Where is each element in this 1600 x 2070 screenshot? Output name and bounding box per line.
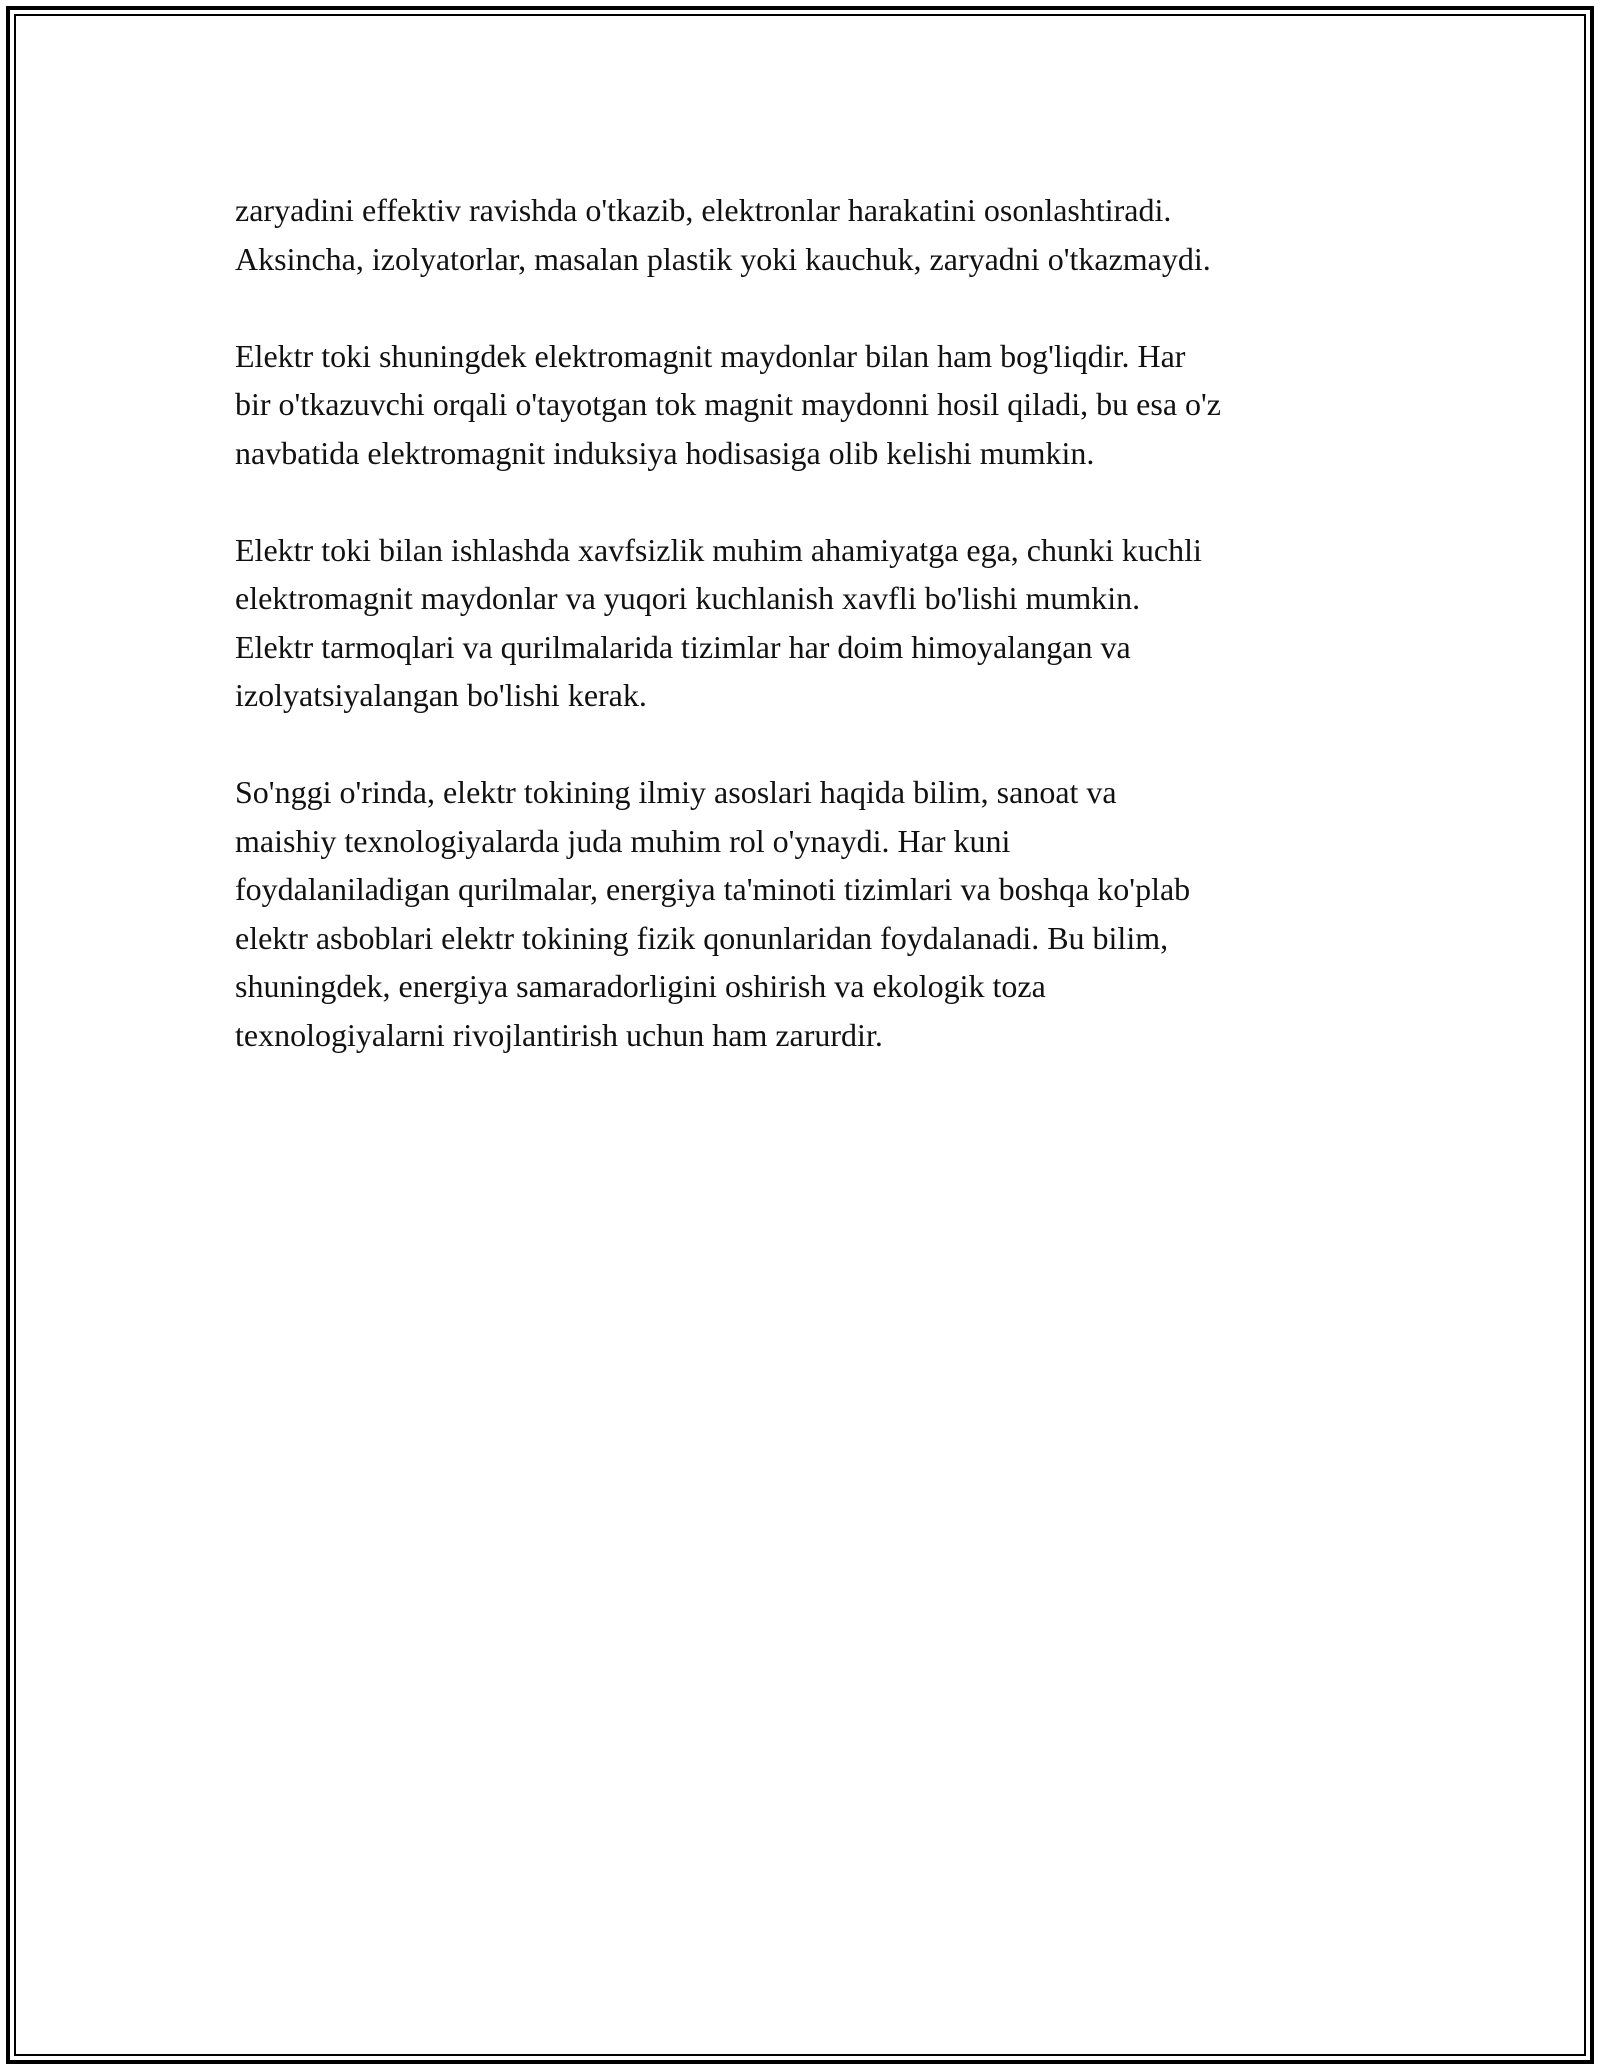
text-line: shuningdek, energiya samaradorligini oshirish va ekologik toza xyxy=(235,968,1046,1004)
text-line: bir o'tkazuvchi orqali o'tayotgan tok magnit maydonni hosil qiladi, bu esa o'z xyxy=(235,386,1221,422)
text-line: Elektr toki shuningdek elektromagnit maydonlar bilan ham bog'liqdir. Har xyxy=(235,337,1186,374)
text-line: maishiy texnologiyalarda juda muhim rol o'ynaydi. Har kuni xyxy=(235,822,1011,859)
document-body xyxy=(235,186,1375,1108)
text-line: elektr asboblari elektr tokining fizik qonunlaridan foydalanadi. Bu bilim, xyxy=(235,919,1169,956)
text-line: navbatida elektromagnit induksiya hodisasiga olib kelishi mumkin. xyxy=(235,434,1095,471)
text-line: izolyatsiyalangan bo'lishi kerak. xyxy=(235,677,647,713)
text-line: Aksincha, izolyatorlar, masalan plastik yoki kauchuk, zaryadni o'tkazmaydi. xyxy=(235,240,1211,277)
text-line: zaryadini effektiv ravishda o'tkazib, elektronlar harakatini osonlashtiradi. xyxy=(235,192,1172,228)
text-line: foydalaniladigan qurilmalar, energiya ta'minoti tizimlari va boshqa ko'plab xyxy=(235,871,1191,907)
text-line: Elektr toki bilan ishlashda xavfsizlik muhim ahamiyatga ega, chunki kuchli xyxy=(235,531,1202,568)
paragraph xyxy=(235,768,1375,1059)
paragraph xyxy=(235,526,1375,720)
text-line: So'nggi o'rinda, elektr tokining ilmiy asoslari haqida bilim, sanoat va xyxy=(235,774,1117,810)
text-line: texnologiyalarni rivojlantirish uchun ham zarurdir. xyxy=(235,1016,883,1053)
text-line: Elektr tarmoqlari va qurilmalarida tizimlar har doim himoyalangan va xyxy=(235,628,1131,665)
paragraph xyxy=(235,332,1375,478)
text-line: elektromagnit maydonlar va yuqori kuchlanish xavfli bo'lishi mumkin. xyxy=(235,580,1141,616)
paragraph xyxy=(235,186,1375,283)
